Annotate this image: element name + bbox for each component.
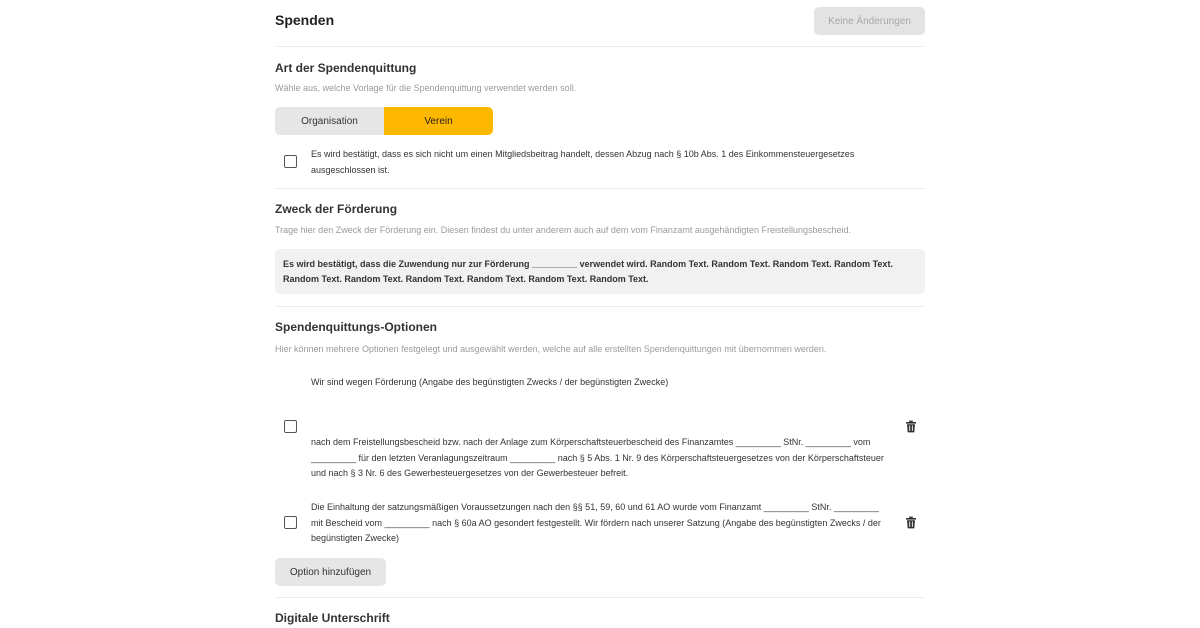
option-1-checkbox[interactable] <box>284 420 297 433</box>
receipt-type-toggle <box>275 107 493 135</box>
save-button[interactable]: Keine Änderungen <box>814 7 925 35</box>
membership-checkbox-label: Es wird bestätigt, dass es sich nicht um einen Mitgliedsbeitrag handelt, dessen Abzug nach § 10b Abs. 1 des Einkommensteuergesetzes ausgeschlossen ist. <box>311 149 855 175</box>
receipt-type-title: Art der Spendenquittung <box>275 61 417 75</box>
membership-checkbox[interactable] <box>284 155 297 168</box>
purpose-description: Trage hier den Zweck der Förderung ein. Diesen findest du unter anderem auch auf dem vom Finanzamt ausgehändigten Freistellungsbescheid. <box>275 225 851 235</box>
signature-title: Digitale Unterschrift <box>275 611 390 625</box>
option-organisation[interactable]: Organisation <box>275 107 384 135</box>
option-1-text: nach dem Freistellungsbescheid bzw. nach der Anlage zum Körperschaftsteuerbescheid des Finanzamtes _________ StNr. _________ vom _________ für den letzten Veranlagungszeitraum _________ nach § 5 Abs. 1 Nr. 9 des Körperschaftsteuergesetzes von der Körperschaftsteuer und nach § 3 Nr. 6 des Gewerbesteuergesetzes von der Gewerbesteuer befreit. <box>311 437 884 478</box>
divider <box>275 306 925 307</box>
header <box>275 0 925 47</box>
option-2-checkbox[interactable] <box>284 516 297 529</box>
option-2-text: Die Einhaltung der satzungsmäßigen Voraussetzungen nach den §§ 51, 59, 60 und 61 AO wurde vom Finanzamt _________ StNr. _________ mit Bescheid vom _________ nach § 60a AO gesondert festgestellt. Wir fördern nach unserer Satzung (Angabe des begünstigten Zwecks / der begünstigten Zwecke) <box>311 502 881 543</box>
add-option-button[interactable]: Option hinzufügen <box>275 558 386 586</box>
purpose-title: Zweck der Förderung <box>275 202 398 216</box>
trash-icon[interactable] <box>904 515 918 529</box>
trash-icon[interactable] <box>904 419 918 433</box>
page-title: Spenden <box>275 12 335 28</box>
purpose-text-field[interactable]: Es wird bestätigt, dass die Zuwendung nur zur Förderung _________ verwendet wird. Random Text. Random Text. Random Text. Random Text. Random Text. Random Text. Random Text. Random Text. Random Text. Random Text. <box>275 249 925 294</box>
divider <box>275 188 925 189</box>
options-description: Hier können mehrere Optionen festgelegt und ausgewählt werden, welche auf alle erstellten Spendenquittungen mit übernommen werden. <box>275 344 827 354</box>
divider <box>275 597 925 598</box>
options-title: Spendenquittungs-Optionen <box>275 320 437 334</box>
option-verein[interactable]: Verein <box>384 107 493 135</box>
option-1-text-line1: Wir sind wegen Förderung (Angabe des begünstigten Zwecks / der begünstigten Zwecke) <box>311 377 669 387</box>
receipt-type-description: Wähle aus, welche Vorlage für die Spendenquittung verwendet werden soll. <box>275 83 577 93</box>
